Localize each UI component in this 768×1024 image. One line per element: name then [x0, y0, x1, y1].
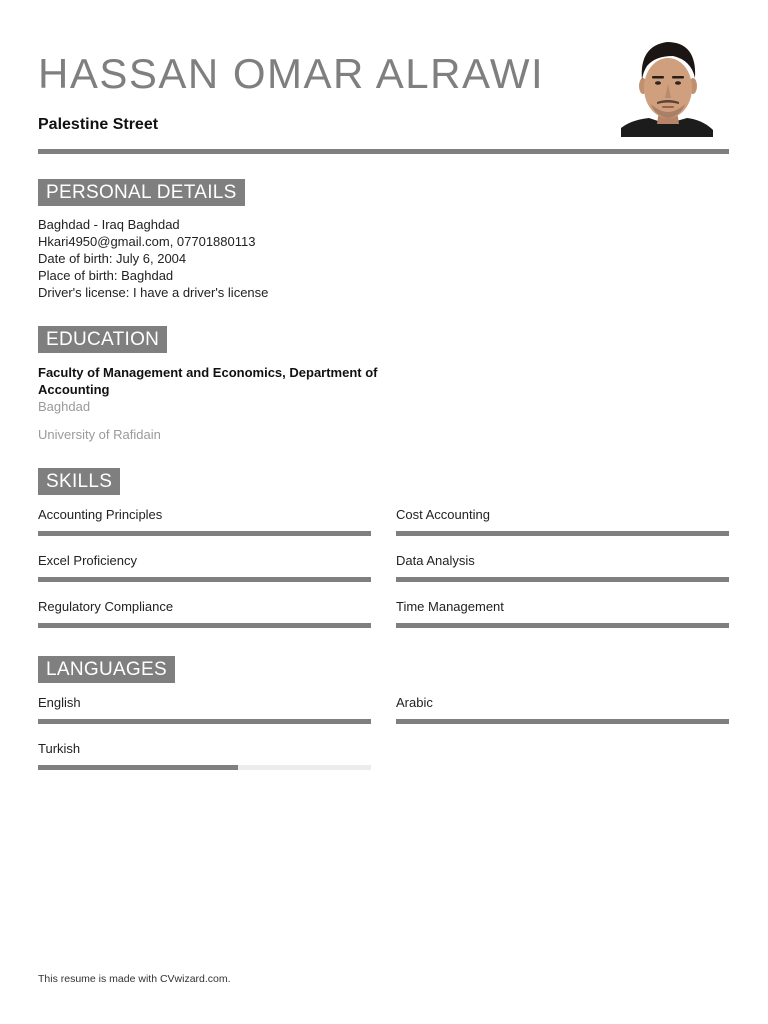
portrait-image	[621, 36, 713, 137]
skill-label: Data Analysis	[396, 553, 475, 568]
footer-credit: This resume is made with CVwizard.com.	[38, 973, 231, 985]
personal-detail-birthdate: Date of birth: July 6, 2004	[38, 251, 187, 266]
skill-label: Cost Accounting	[396, 507, 490, 522]
candidate-address: Palestine Street	[38, 116, 159, 133]
skill-item	[396, 552, 729, 582]
education-degree: Faculty of Management and Economics, Department of Accounting	[38, 365, 378, 397]
personal-details-heading: PERSONAL DETAILS	[38, 179, 245, 206]
skills-heading: SKILLS	[38, 468, 120, 495]
language-level-bar	[38, 719, 371, 724]
skill-level-bar	[38, 531, 371, 536]
language-label: Arabic	[396, 695, 433, 710]
skill-label: Regulatory Compliance	[38, 599, 174, 614]
skill-item	[396, 598, 729, 628]
skill-level-track	[396, 577, 729, 582]
language-level-bar	[396, 719, 729, 724]
personal-detail-address: Baghdad - Iraq Baghdad	[38, 217, 180, 232]
language-level-track	[396, 719, 729, 724]
skill-level-track	[38, 623, 371, 628]
language-label: English	[38, 695, 81, 710]
header-divider	[38, 149, 729, 154]
languages-heading: LANGUAGES	[38, 656, 175, 683]
language-level-bar	[38, 765, 238, 770]
language-item	[38, 740, 371, 770]
skill-item	[38, 598, 371, 628]
skill-level-track	[396, 531, 729, 536]
personal-detail-birthplace: Place of birth: Baghdad	[38, 268, 174, 283]
personal-detail-license: Driver's license: I have a driver's license	[38, 285, 269, 300]
skill-level-bar	[396, 577, 729, 582]
education-heading: EDUCATION	[38, 326, 167, 353]
skill-level-track	[38, 577, 371, 582]
skill-item	[38, 506, 371, 536]
skill-item	[38, 552, 371, 582]
skill-level-bar	[396, 531, 729, 536]
skill-item	[396, 506, 729, 536]
skill-level-track	[38, 531, 371, 536]
skill-level-bar	[38, 577, 371, 582]
skill-level-bar	[396, 623, 729, 628]
language-level-track	[38, 765, 371, 770]
personal-detail-contact: Hkari4950@gmail.com, 07701880113	[38, 234, 256, 249]
language-label: Turkish	[38, 741, 81, 756]
skill-label: Accounting Principles	[38, 507, 163, 522]
education-location: Baghdad	[38, 399, 91, 414]
skill-label: Time Management	[396, 599, 504, 614]
language-level-track	[38, 719, 371, 724]
language-item	[396, 694, 729, 724]
skill-label: Excel Proficiency	[38, 553, 137, 568]
language-item	[38, 694, 371, 724]
education-institution: University of Rafidain	[38, 427, 161, 442]
skill-level-track	[396, 623, 729, 628]
skill-level-bar	[38, 623, 371, 628]
profile-photo	[621, 36, 713, 137]
candidate-name: HASSAN OMAR ALRAWI	[38, 50, 545, 97]
